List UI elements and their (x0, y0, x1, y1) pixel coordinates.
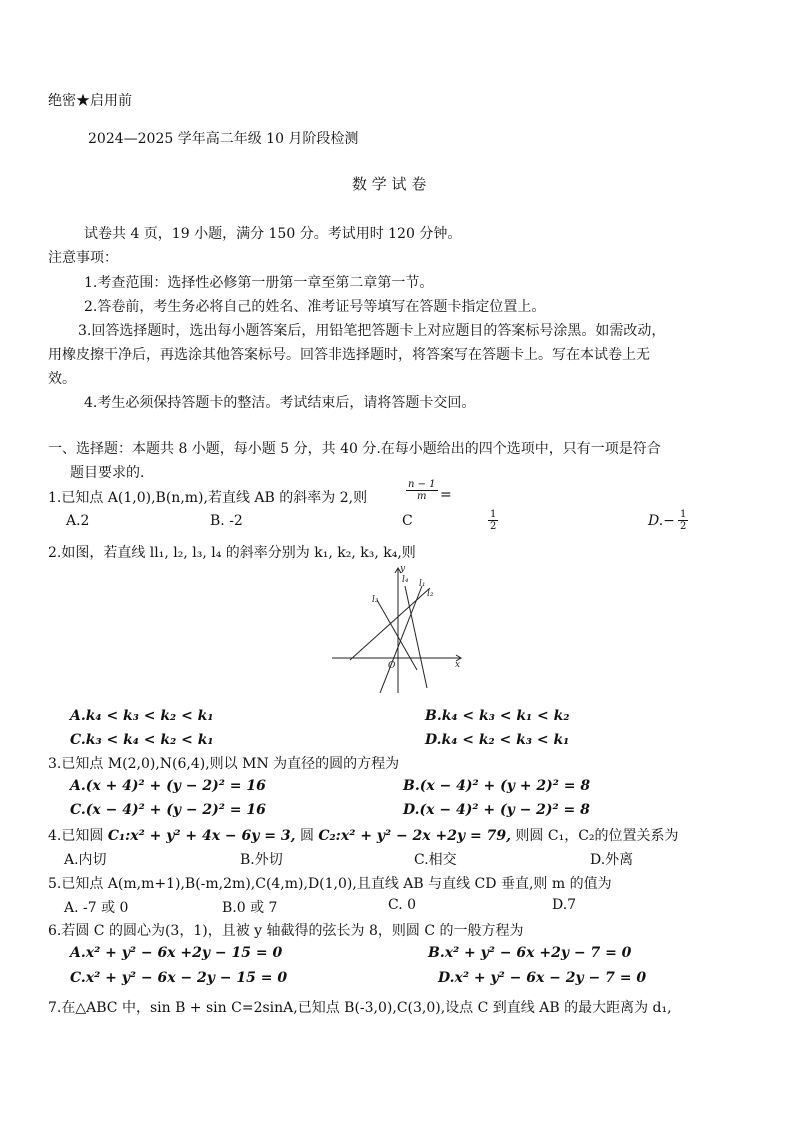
q1-fraction (406, 479, 438, 502)
q1-option-c-fraction (488, 509, 498, 532)
q5-option-b: B.0 或 7 (222, 900, 278, 916)
q1-option-d-fraction (678, 509, 688, 532)
line-l3 (377, 600, 417, 670)
q3-stem: 3.已知点 M(2,0),N(6,4),则以 MN 为直径的圆的方程为 (48, 756, 400, 772)
q5-option-a: A. -7 或 0 (64, 900, 129, 916)
q5-option-c: C. 0 (388, 897, 417, 913)
q7-stem: 7.在△ABC 中，sin B + sin C=2sinA,已知点 B(-3,0),C(3,0),设点 C 到直线 AB 的最大距离为 d₁, (48, 1000, 672, 1016)
secret-label: 绝密★启用前 (48, 93, 132, 109)
line-l2 (350, 588, 430, 660)
q4-option-a: A.内切 (64, 852, 107, 868)
q1-option-d-numerator: 1 (680, 509, 687, 520)
q2-option-b: B.k₄ < k₃ < k₁ < k₂ (425, 708, 570, 724)
q2-option-c: C.k₃ < k₄ < k₂ < k₁ (70, 732, 214, 748)
q1-option-d-denominator: 2 (680, 521, 687, 532)
label-l2: l₂ (427, 589, 434, 599)
q1-option-b: B. -2 (210, 513, 243, 529)
q3-option-a: A.(x + 4)² + (y − 2)² = 16 (70, 778, 266, 794)
note-1: 1.考查范围：选择性必修第一册第一章至第二章第一节。 (84, 275, 434, 291)
note-4: 4.考生必须保持答题卡的整洁。考试结束后，请将答题卡交回。 (84, 395, 476, 411)
q1-equals: = (440, 487, 452, 503)
q6-option-c: C.x² + y² − 6x − 2y − 15 = 0 (70, 970, 288, 986)
q6-option-a: A.x² + y² − 6x +2y − 15 = 0 (70, 945, 283, 961)
q6-stem: 6.若圆 C 的圆心为(3，1)，且被 y 轴截得的弦长为 8，则圆 C 的一般方程为 (48, 923, 524, 939)
exam-name: 2024—2025 学年高二年级 10 月阶段检测 (88, 131, 359, 147)
q1-fraction-numerator: n − 1 (408, 479, 436, 490)
q1-option-c: C (402, 513, 413, 529)
q4-option-b: B.外切 (240, 852, 283, 868)
exam-summary: 试卷共 4 页，19 小题，满分 150 分。考试用时 120 分钟。 (84, 226, 462, 242)
label-l1: l₁ (419, 579, 426, 589)
q4-option-d: D.外离 (590, 852, 634, 868)
q6-option-d: D.x² + y² − 6x − 2y − 7 = 0 (438, 970, 647, 986)
subject-title: 数 学 试 卷 (352, 175, 427, 193)
label-l4: l₄ (402, 575, 409, 585)
q3-option-d: D.(x − 4)² + (y − 2)² = 8 (403, 802, 590, 818)
q4-stem (48, 825, 679, 845)
q2-lines-figure (330, 560, 465, 695)
q4-stem-prefix: 4.已知圆 (48, 828, 104, 844)
q1-fraction-denominator: m (417, 491, 427, 502)
label-l3: l₃ (372, 595, 379, 605)
q5-stem: 5.已知点 A(m,m+1),B(-m,2m),C(4,m),D(1,0),且直线 AB 与直线 CD 垂直,则 m 的值为 (48, 876, 612, 892)
q1-option-a: A.2 (66, 513, 90, 529)
q1-option-c-denominator: 2 (490, 521, 497, 532)
q4-circle-c1: C₁:x² + y² + 4x − 6y = 3, (107, 828, 296, 844)
q2-option-a: A.k₄ < k₃ < k₂ < k₁ (70, 708, 214, 724)
q2-stem: 2.如图，若直线 ll₁, l₂, l₃, l₄ 的斜率分别为 k₁, k₂, k₃, k₄,则 (48, 545, 416, 561)
note-3-line-1: 3.回答选择题时，选出每小题答案后，用铅笔把答题卡上对应题目的答案标号涂黑。如需改动， (78, 323, 666, 339)
note-3-line-2: 用橡皮擦干净后，再选涂其他答案标号。回答非选择题时，将答案写在答题卡上。写在本试卷上无 (48, 347, 650, 363)
q4-circle-c2: C₂:x² + y² − 2x +2y = 79, (318, 828, 511, 844)
origin-label: O (388, 661, 396, 671)
q1-option-c-numerator: 1 (490, 509, 497, 520)
section-heading-line-2: 题目要求的. (70, 465, 145, 481)
note-3-line-3: 效。 (48, 371, 76, 387)
q3-option-c: C.(x − 4)² + (y − 2)² = 16 (70, 802, 266, 818)
q5-option-d: D.7 (552, 897, 577, 913)
q4-stem-mid: 圆 (299, 828, 314, 844)
q4-stem-suffix: 则圆 C₁，C₂的位置关系为 (515, 828, 679, 844)
q1-option-d: D.− (648, 513, 675, 529)
note-2: 2.答卷前，考生务必将自己的姓名、准考证号等填写在答题卡指定位置上。 (84, 299, 546, 315)
axis-label-x: x (455, 660, 461, 670)
line-l1 (380, 586, 422, 693)
q3-option-b: B.(x − 4)² + (y + 2)² = 8 (403, 778, 591, 794)
section-heading-line-1: 一、选择题：本题共 8 小题，每小题 5 分，共 40 分.在每小题给出的四个选项中，只有一项是符合 (48, 441, 661, 457)
q2-option-d: D.k₄ < k₂ < k₃ < k₁ (425, 732, 570, 748)
notes-title: 注意事项： (48, 250, 118, 266)
axis-label-y: y (400, 564, 406, 574)
q1-stem: 1.已知点 A(1,0),B(n,m),若直线 AB 的斜率为 2,则 (48, 490, 368, 506)
q4-option-c: C.相交 (414, 852, 457, 868)
q6-option-b: B.x² + y² − 6x +2y − 7 = 0 (428, 945, 632, 961)
